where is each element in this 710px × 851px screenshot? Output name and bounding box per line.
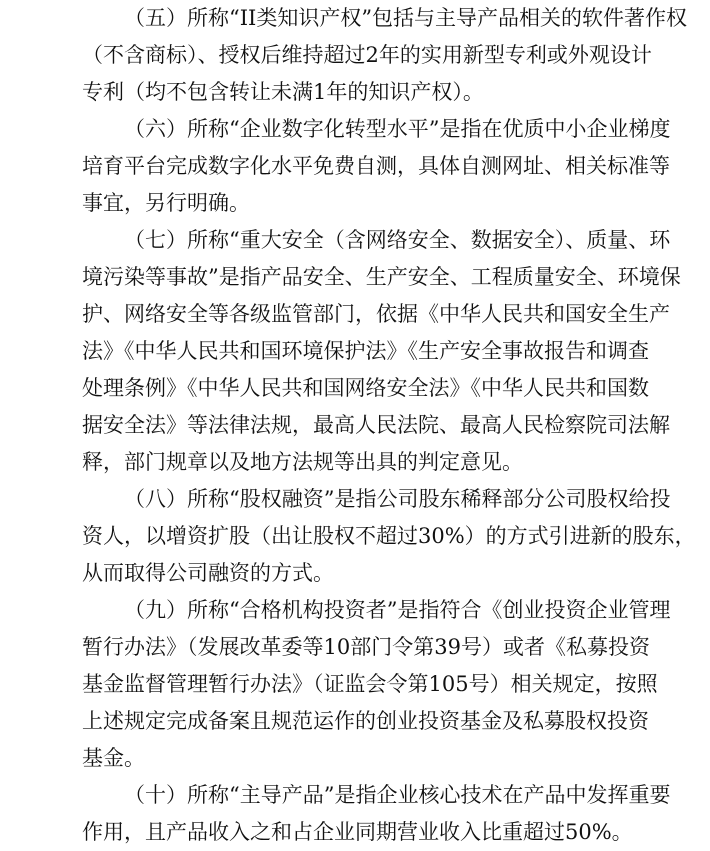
paragraph-8: [82, 481, 696, 592]
text-line: 从而取得公司融资的方式。: [82, 561, 334, 585]
text-line: （八）所称“股权融资”是指公司股东稀释部分公司股权给投: [124, 487, 671, 511]
text-line: 作用，且产品收入之和占企业同期营业收入比重超过50%。: [82, 820, 633, 844]
text-line: 释，部门规章以及地方法规等出具的判定意见。: [82, 450, 523, 474]
text-line: （十）所称“主导产品”是指企业核心技术在产品中发挥重要: [124, 783, 671, 807]
paragraph-6: [82, 111, 671, 222]
paragraph-10: [82, 777, 671, 851]
text-line: 资人，以增资扩股（出让股权不超过30%）的方式引进新的股东，: [82, 524, 696, 548]
text-line: 事宜，另行明确。: [82, 191, 250, 215]
text-line: 处理条例》《中华人民共和国网络安全法》《中华人民共和国数: [82, 376, 649, 400]
text-line: 培育平台完成数字化水平免费自测，具体自测网址、相关标准等: [82, 154, 670, 178]
text-line: （六）所称“企业数字化转型水平”是指在优质中小企业梯度: [124, 117, 671, 141]
text-line: 暂行办法》（发展改革委等10部门令第39号）或者《私募投资: [82, 635, 650, 659]
text-line: 护、网络安全等各级监管部门，依据《中华人民共和国安全生产: [82, 302, 670, 326]
text-line: （五）所称“II类知识产权”包括与主导产品相关的软件著作权: [124, 6, 688, 30]
paragraph-9: [82, 592, 671, 777]
paragraph-7: [82, 222, 681, 481]
text-line: （不含商标）、授权后维持超过2年的实用新型专利或外观设计: [82, 43, 652, 67]
text-line: （九）所称“合格机构投资者”是指符合《创业投资企业管理: [124, 598, 671, 622]
text-line: （七）所称“重大安全（含网络安全、数据安全）、质量、环: [124, 228, 671, 252]
text-line: 专利（均不包含转让未满1年的知识产权）。: [82, 80, 484, 104]
text-line: 基金。: [82, 746, 145, 770]
text-line: 据安全法》等法律法规，最高人民法院、最高人民检察院司法解: [82, 413, 670, 437]
text-line: 法》《中华人民共和国环境保护法》《生产安全事故报告和调查: [82, 339, 649, 363]
text-line: 基金监督管理暂行办法》（证监会令第105号）相关规定，按照: [82, 672, 658, 696]
text-line: 境污染等事故”是指产品安全、生产安全、工程质量安全、环境保: [82, 265, 681, 289]
paragraph-5: [82, 0, 688, 111]
text-line: 上述规定完成备案且规范运作的创业投资基金及私募股权投资: [82, 709, 649, 733]
